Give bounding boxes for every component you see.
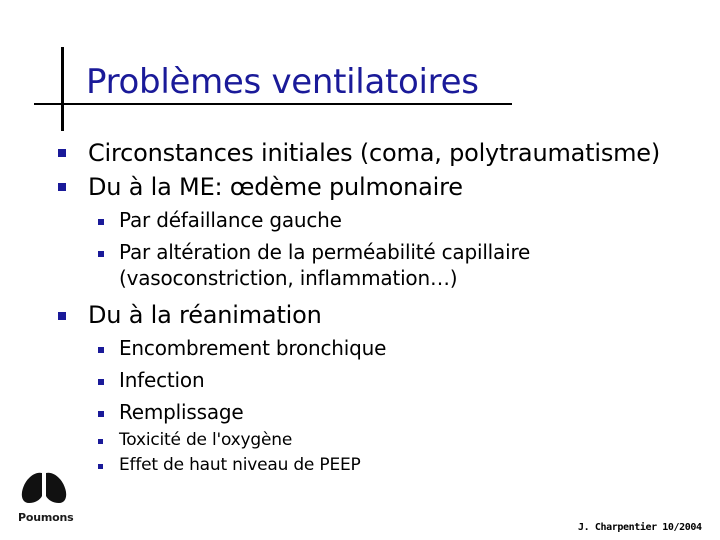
bullet-me-oedeme: Du à la ME: œdème pulmonaire (88, 173, 463, 201)
bullet-permeabilite-cont: (vasoconstriction, inflammation…) (119, 266, 458, 290)
bullet-defaillance: Par défaillance gauche (119, 208, 342, 232)
bullet-marker (98, 411, 104, 417)
bullet-marker (58, 149, 66, 157)
title-vertical-rule (61, 47, 64, 131)
title-horizontal-rule (34, 103, 512, 105)
lungs-icon (20, 470, 68, 504)
bullet-infection: Infection (119, 368, 205, 392)
bullet-encombrement: Encombrement bronchique (119, 336, 387, 360)
bullet-marker (98, 464, 103, 469)
bullet-marker (98, 379, 104, 385)
bullet-circonstances: Circonstances initiales (coma, polytraumatisme) (88, 139, 661, 167)
bullet-marker (58, 183, 66, 191)
bullet-marker (98, 347, 104, 353)
footer-credit: J. Charpentier 10/2004 (578, 522, 702, 533)
bullet-marker (98, 439, 103, 444)
bullet-toxicite: Toxicité de l'oxygène (119, 430, 293, 450)
logo-label: Poumons (18, 511, 74, 524)
bullet-marker (58, 312, 66, 320)
bullet-reanimation: Du à la réanimation (88, 301, 322, 329)
bullet-remplissage: Remplissage (119, 400, 244, 424)
bullet-permeabilite: Par altération de la perméabilité capillaire (119, 240, 531, 264)
bullet-peep: Effet de haut niveau de PEEP (119, 455, 361, 475)
bullet-marker (98, 251, 104, 257)
slide-title: Problèmes ventilatoires (86, 62, 479, 102)
bullet-marker (98, 219, 104, 225)
